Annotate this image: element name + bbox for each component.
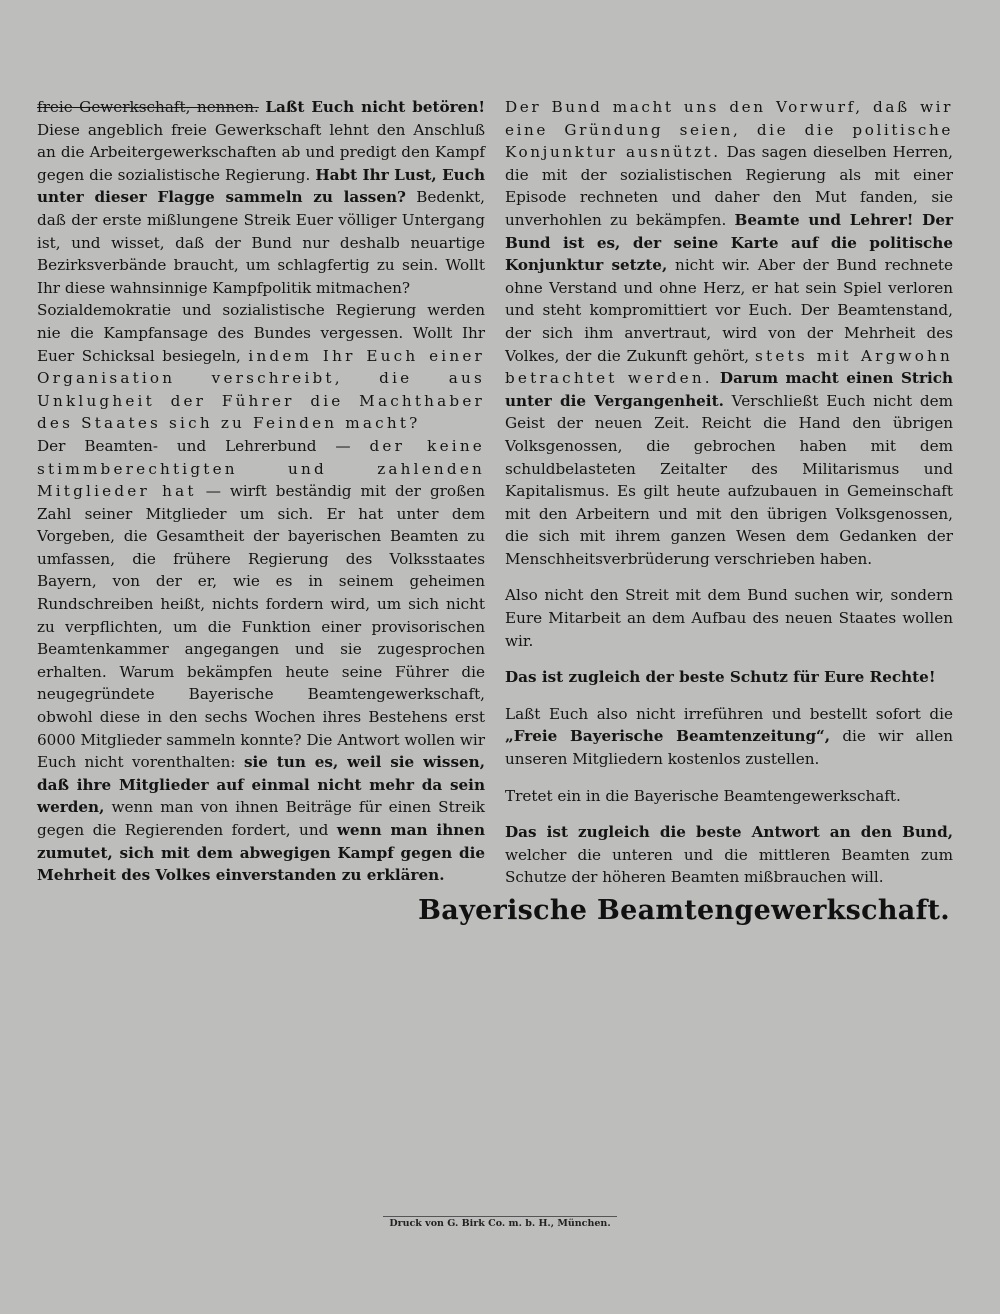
- text-run: Sozialdemokratie und sozialistische Regierung werden nie die Kampfansage des Bundes vergessen. Wollt Ihr Euer Schicksal besiegeln,: [37, 301, 485, 365]
- text-run-spaced: der keine stimmberechtigten und zahlenden Mitglieder hat: [37, 436, 485, 501]
- right-paragraph-5: Tretet ein in die Bayerische Beamtengewerkschaft.: [505, 786, 901, 805]
- text-run: freie Gewerkschaft, nennen.: [37, 98, 259, 116]
- text-run: nicht wir. Aber der Bund rechnete ohne Verstand und ohne Herz, er hat sein Spiel verloren und steht kompromittiert vor Euch. Der Beamtenstand, der sich ihm anvertraut, wird von der Mehrheit des Volkes, der die Zukunft gehört,: [505, 256, 953, 365]
- text-run-bold: Darum macht einen Strich unter die Vergangenheit.: [505, 369, 954, 410]
- right-paragraph-3: Das ist zugleich der beste Schutz für Eure Rechte!: [505, 668, 936, 687]
- text-run-bold: Beamte und Lehrer! Der Bund ist es, der seine Karte auf die politische Konjunktur setzte,: [505, 210, 953, 275]
- left-column: [37, 96, 485, 887]
- text-run-spaced: stets mit Argwohn betrachtet werden.: [505, 346, 954, 388]
- printer-note-text: Druck von G. Birk Co. m. b. H., München.: [383, 1216, 616, 1229]
- text-run: die wir allen unseren Mitgliedern kostenlos zustellen.: [505, 727, 954, 769]
- text-run-bold: wenn man ihnen zumutet, sich mit dem abwegigen Kampf gegen die Mehrheit des Volkes einverstanden zu erklären.: [37, 821, 485, 885]
- right-column: [505, 96, 953, 889]
- text-run-spaced: Der Bund macht uns den Vorwurf, daß wir eine Gründung seien, die die politische Konjunktur ausnützt.: [505, 98, 953, 162]
- signature: Bayerische Beamtengewerkschaft.: [418, 895, 950, 926]
- right-paragraph-2: Also nicht den Streit mit dem Bund suchen wir, sondern Eure Mitarbeit an dem Aufbau des neuen Staates wollen wir.: [505, 586, 953, 650]
- text-run: wenn man von ihnen Beiträge für einen Streik gegen die Regierenden fordert, und: [37, 798, 486, 839]
- text-run: welcher die unteren und die mittleren Beamten zum Schutze der höheren Beamten mißbrauchen will.: [505, 845, 953, 887]
- text-run-bold: Das ist zugleich die beste Antwort an den Bund,: [505, 823, 953, 842]
- text-run: Laßt Euch also nicht irreführen und bestellt sofort die: [505, 704, 953, 723]
- text-run-spaced: indem Ihr Euch einer Organisation verschreibt, die aus Unklugheit der Führer die Machthaber des Staates sich zu Feinden macht?: [37, 346, 485, 433]
- left-paragraph-1: [37, 96, 485, 299]
- right-paragraph-4: [505, 703, 953, 771]
- text-run: Der Beamten- und Lehrerbund —: [37, 436, 351, 455]
- text-run: Diese angeblich freie Gewerkschaft lehnt den Anschluß an die Arbeitergewerkschaften ab und predigt den Kampf gegen die sozialistische Regierung.: [37, 120, 485, 184]
- text-run: Das sagen dieselben Herren, die mit der sozialistischen Regierung als mit einer Episode rechneten und daher den Mut fanden, sie unverhohlen zu bekämpfen.: [505, 143, 953, 229]
- text-run: — wirft beständig mit der großen Zahl seiner Mitglieder um sich. Er hat unter dem Vorgeben, die Gesamtheit der bayerischen Beamten zu umfassen, die frühere Regierung des Volksstaates Bayern, von der er, wie es in seinem geheimen Rundschreiben heißt, nichts fordern wird, um sich nicht zu verpflichten, um die Funktion einer provisorischen Beamtenkammer angegangen und sie zugesprochen erhalten. Warum bekämpfen heute seine Führer die neugegründete Bayerische Beamtengewerkschaft, obwohl diese in den sechs Wochen ihres Bestehens erst 6000 Mitglieder sammeln konnte? Die Antwort wollen wir Euch nicht vorenthalten:: [37, 482, 485, 772]
- text-run-bold: sie tun es, weil sie wissen, daß ihre Mitglieder auf einmal nicht mehr da sein werden,: [37, 753, 486, 817]
- left-paragraph-3: [37, 435, 485, 887]
- left-paragraph-2: [37, 299, 485, 435]
- text-run: Verschließt Euch nicht dem Geist der neuen Zeit. Reicht die Hand den übrigen Volksgenossen, die gebrochen haben mit dem schuldbelasteten Zeitalter des Militarismus und Kapitalismus. Es gilt heute aufzubauen in Gemeinschaft mit den Arbeitern und mit den übrigen Volksgenossen, die sich mit ihrem ganzen Wesen dem Gedanken der Menschheitsverbrüderung verschrieben haben.: [505, 391, 953, 568]
- text-run-bold: „Freie Bayerische Beamtenzeitung“,: [505, 727, 831, 746]
- printer-note: [0, 1216, 1000, 1229]
- right-paragraph-6: [505, 821, 953, 889]
- right-paragraph-1: [505, 96, 953, 570]
- text-run: Bedenkt, daß der erste mißlungene Streik Euer völliger Untergang ist, und wisset, daß der Bund nur deshalb neuartige Bezirksverbände braucht, um schlagfertig zu sein. Wollt Ihr diese wahnsinnige Kampfpolitik mitmachen?: [37, 188, 486, 297]
- text-run-bold: Habt Ihr Lust, Euch unter dieser Flagge sammeln zu lassen?: [37, 165, 485, 207]
- text-run-bold: Laßt Euch nicht betören!: [265, 98, 485, 116]
